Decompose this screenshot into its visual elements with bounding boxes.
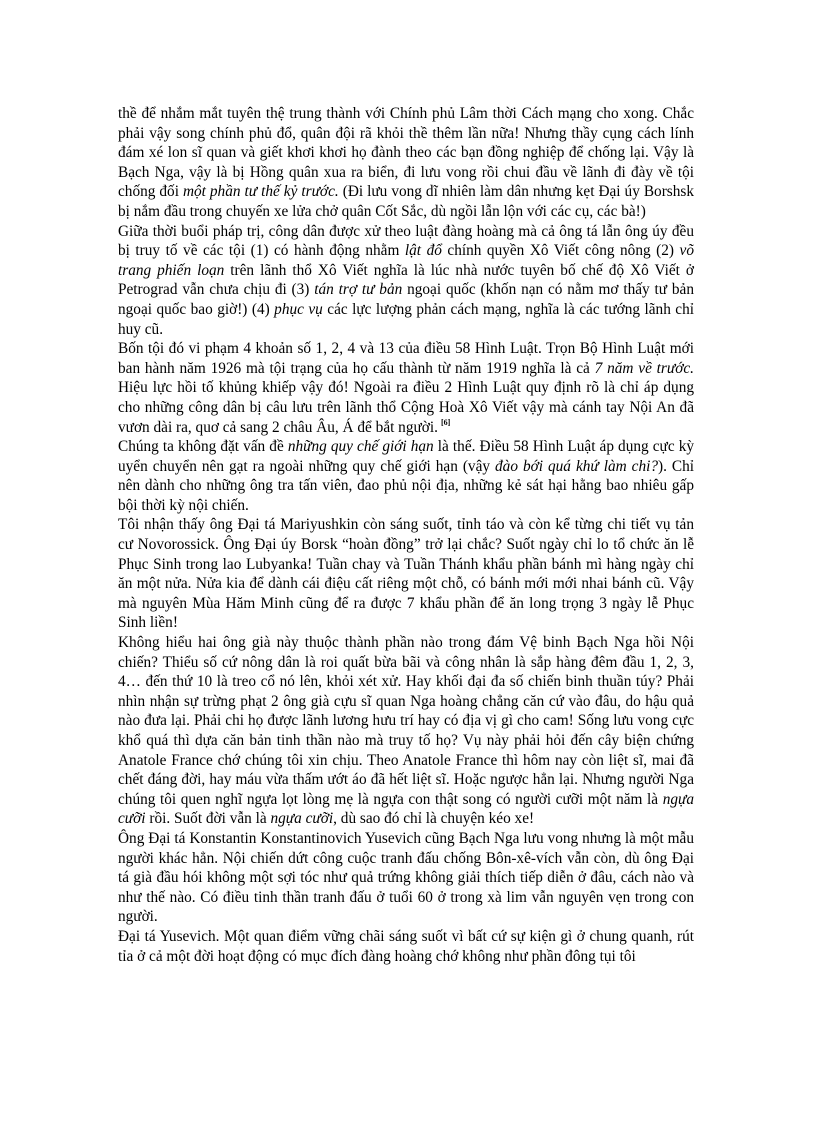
text-run: (Đi lưu vong dĩ nhiên làm dân nhưng kẹt Đại úy Borshsk bị nắm đầu trong chuyến xe lửa chở quân Cốt Sắc, dù ngồi lẫn lộn với các cụ, các bà!) [118, 183, 694, 220]
italic-text: một phần tư thế kỷ trước. [182, 183, 339, 201]
text-run: Bốn tội đó vi phạm 4 khoản số 1, 2, 4 và 13 của điều 58 Hình Luật. Trọn Bộ Hình Luật mới ban hành năm 1926 mà tội trạng của họ cấu thành từ năm 1919 nghĩa là cả [118, 340, 694, 377]
paragraph [118, 437, 694, 515]
paragraph [118, 927, 694, 966]
text-run: trên lãnh thổ Xô Viết nghĩa là lúc nhà nước tuyên bố chế độ Xô Viết ở Petrograd vẫn chưa chịu đi (3) [118, 261, 694, 299]
text-run: thề để nhắm mắt tuyên thệ trung thành với Chính phủ Lâm thời Cách mạng cho xong. Chắc phải vậy song chính phủ đổ, quân đội rã khỏi thề thêm lần nữa! Nhưng thầy cụng cách lính đám xé lon sĩ quan và giết khơi khơi họ đành theo các bạn đồng nghiệp để chống lại. Vậy là Bạch Nga, vậy là bị Hồng quân xua ra biển, đi lưu vong rồi chui đầu về lãnh đi đày về tội chống đối [118, 105, 694, 201]
text-run: Hiệu lực hồi tố khủng khiếp vậy đó! Ngoài ra điều 2 Hình Luật quy định rõ là chỉ áp dụng cho những công dân bị câu lưu trên lãnh thổ Cộng Hoà Xô Viết vậy mà cánh tay Nội An đã vươn dài ra, quơ cả sang 2 châu Âu, Á để bắt người. [118, 379, 694, 436]
text-run: rồi. Suốt đời vẫn là [145, 810, 271, 828]
paragraph [118, 515, 694, 633]
italic-text: đào bới quá khứ làm chi? [495, 457, 658, 475]
italic-text: ngựa cưỡi [118, 790, 694, 828]
paragraph [118, 829, 694, 927]
document-body [118, 104, 694, 966]
text-run: Tôi nhận thấy ông Đại tá Mariyushkin còn sáng suốt, tỉnh táo và còn kể từng chi tiết vụ tản cư Novorossick. Ông Đại úy Borsk “hoàn đồng” trở lại chắc? Suốt ngày chỉ lo tổ chức ăn lễ Phục Sinh trong lao Lubyanka! Tuần chay và Tuần Thánh khẩu phần bánh mì hàng ngày chỉ ăn một nửa. Nửa kia để dành cái điệu cất riêng một chỗ, có bánh mới mới nhai bánh cũ. Vậy mà nguyên Mùa Hăm Minh cũng để ra được 7 khẩu phần để ăn long trọng 3 ngày lễ Phục Sinh liền! [118, 516, 694, 632]
text-run: chính quyền Xô Viết công nông (2) [441, 242, 680, 260]
italic-text: tán trợ tư bản [314, 281, 403, 299]
text-run: ngoại quốc (khốn nạn có nằm mơ thấy tư bản ngoại quốc bao giờ!) (4) [118, 281, 694, 318]
paragraph [118, 633, 694, 829]
italic-text: lật đổ [404, 242, 442, 260]
italic-text: những quy chế giới hạn [287, 438, 434, 456]
footnote-marker[interactable]: [6] [440, 418, 451, 428]
text-run: , dù sao đó chỉ là chuyện kéo xe! [333, 810, 535, 828]
text-run: ). Chỉ nên dành cho những ông tra tấn viên, đao phủ nội địa, những kẻ sát hại hằng bao nhiêu gấp bội thời kỳ nội chiến. [118, 457, 695, 514]
italic-text: ngựa cưỡi [270, 810, 334, 828]
text-run: Ông Đại tá Konstantin Konstantinovich Yusevich cũng Bạch Nga lưu vong nhưng là một mẫu người khác hẳn. Nội chiến dứt công cuộc tranh đấu chống Bôn-xê-vích vẫn còn, dù ông Đại tá già đầu hói không một sợi tóc như quả trứng không giải thích tiếp diễn ở đâu, cách nào và như thế nào. Có điều tinh thần tranh đấu ở tuổi 60 ở trong xà lim vẫn nguyên vẹn trong con người. [118, 829, 694, 926]
text-run: các lực lượng phản cách mạng, nghĩa là các tướng lãnh chỉ huy cũ. [118, 300, 694, 338]
paragraph [118, 222, 694, 340]
text-run: Đại tá Yusevich. Một quan điểm vững chãi sáng suốt vì bất cứ sự kiện gì ở chung quanh, rút tỉa ở cả một đời hoạt động có mục đích đàng hoàng chớ không như phần đông tụi tôi [118, 927, 694, 965]
paragraph [118, 104, 694, 222]
paragraph [118, 339, 694, 437]
italic-text: 7 năm về trước. [594, 359, 694, 377]
text-run: là thế. Điều 58 Hình Luật áp dụng cực kỳ uyển chuyển nên gạt ra ngoài những quy chế giới hạn (vậy [118, 438, 694, 475]
text-run: Giữa thời buổi pháp trị, công dân được xử theo luật đàng hoàng mà cả ông tá lẫn ông úy đều bị truy tố về các tội (1) có hành động nhằm [118, 222, 694, 260]
italic-text: võ trang phiến loạn [118, 242, 694, 279]
text-run: Chúng ta không đặt vấn đề [118, 438, 288, 456]
italic-text: phục vụ [274, 300, 323, 318]
text-run: Không hiểu hai ông già này thuộc thành phần nào trong đám Vệ binh Bạch Nga hồi Nội chiến? Thiểu số cứ nông dân là roi quất bừa bãi và công nhân là sắp hàng đêm đầu 1, 2, 3, 4… đến thứ 10 là treo cổ nó lên, khỏi xét xử. Hay khối đại đa số chiến binh thuần túy? Phải nhìn nhận sự trừng phạt 2 ông già cựu sĩ quan Nga hoàng chẳng căn cứ vào đâu, do hậu quả nào đưa lại. Phải chi họ được lãnh lương hưu trí hay có địa vị gì cho cam! Sống lưu vong cực khổ quá thì dựa căn bản tinh thần nào mà truy tố họ? Vụ này phải hỏi đến cây biện chứng Anatole France chớ chúng tôi xin chịu. Theo Anatole France thì hôm nay còn liệt sĩ, mai đã chết đáng đời, hay máu vừa thấm ướt áo đã hết liệt sĩ. Hoặc ngược hẳn lại. Nhưng người Nga chúng tôi quen nghĩ ngựa lọt lòng mẹ là ngựa con thật song có người cưỡi một năm là [118, 634, 694, 808]
